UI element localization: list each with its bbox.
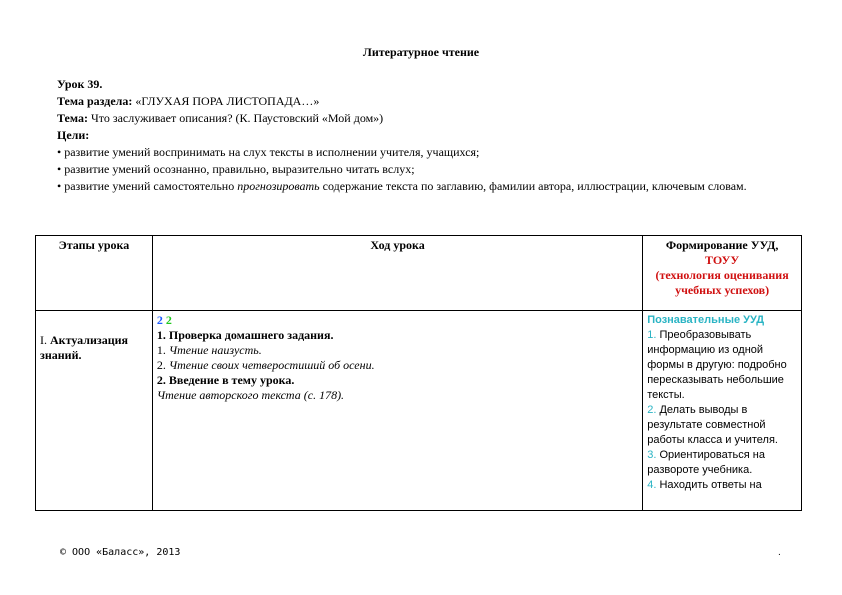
goal-item — [57, 178, 787, 195]
goal-item: • развитие умений воспринимать на слух тексты в исполнении учителя, учащихся; — [57, 145, 480, 159]
uud-item: 4. Находить ответы на — [647, 479, 762, 491]
section-value: «ГЛУХАЯ ПОРА ЛИСТОПАДА…» — [135, 94, 320, 108]
stage-cell — [36, 311, 153, 511]
section-label: Тема раздела: — [57, 94, 133, 108]
header-process: Ход урока — [152, 236, 642, 311]
goal-item: • развитие умений осознанно, правильно, выразительно читать вслух; — [57, 162, 415, 176]
corner-mark: . — [778, 547, 781, 558]
uud-item: 1. Преобразовывать информацию из одной формы в другую: подробно пересказывать небольшие тексты. — [647, 329, 787, 401]
item1-1-num: 1. — [156, 343, 166, 357]
number-b: 2 — [165, 313, 172, 327]
uud-title: Познавательные УУД — [647, 314, 765, 326]
goal3-suffix: содержание текста по заглавию, фамилии автора, иллюстрации, ключевым словам. — [322, 179, 747, 193]
goal3-italic: прогнозировать — [237, 179, 320, 193]
stage-number: I. — [40, 333, 47, 347]
lesson-table — [35, 235, 802, 511]
header-touu: ТОУУ — [705, 253, 740, 267]
item2-title: 2. Введение в тему урока. — [156, 373, 295, 387]
item1-1-text: Чтение наизусть. — [168, 343, 262, 357]
lesson-info — [57, 76, 787, 195]
topic-label: Тема: — [57, 111, 88, 125]
item2-text: Чтение авторского текста (с. 178). — [156, 388, 345, 402]
header-uud-line1: Формирование УУД, — [665, 238, 779, 252]
header-stages: Этапы урока — [36, 236, 153, 311]
item1-2-num: 2. — [156, 358, 166, 372]
number-a: 2 — [156, 313, 163, 327]
lesson-number: Урок 39. — [57, 77, 103, 91]
page-title: Литературное чтение — [362, 45, 480, 59]
uud-cell — [643, 311, 802, 511]
header-touu-desc: (технология оценивания учебных успехов) — [655, 268, 789, 297]
numbers-marker — [157, 313, 638, 328]
uud-item: 3. Ориентироваться на развороте учебника. — [647, 449, 765, 476]
goal3-prefix: • развитие умений самостоятельно — [57, 179, 235, 193]
item1-title: 1. Проверка домашнего задания. — [156, 328, 334, 342]
header-uud — [643, 236, 802, 311]
goals-label: Цели: — [57, 128, 90, 142]
topic-value: Что заслуживает описания? (К. Паустовский «Мой дом») — [90, 111, 384, 125]
process-cell — [152, 311, 642, 511]
stage-title: Актуализация знаний. — [40, 333, 129, 362]
footer-copyright: © ООО «Баласс», 2013 — [60, 547, 181, 558]
uud-item: 2. Делать выводы в результате совместной работы класса и учителя. — [647, 404, 778, 446]
item1-2-text: Чтение своих четверостиший об осени. — [168, 358, 375, 372]
